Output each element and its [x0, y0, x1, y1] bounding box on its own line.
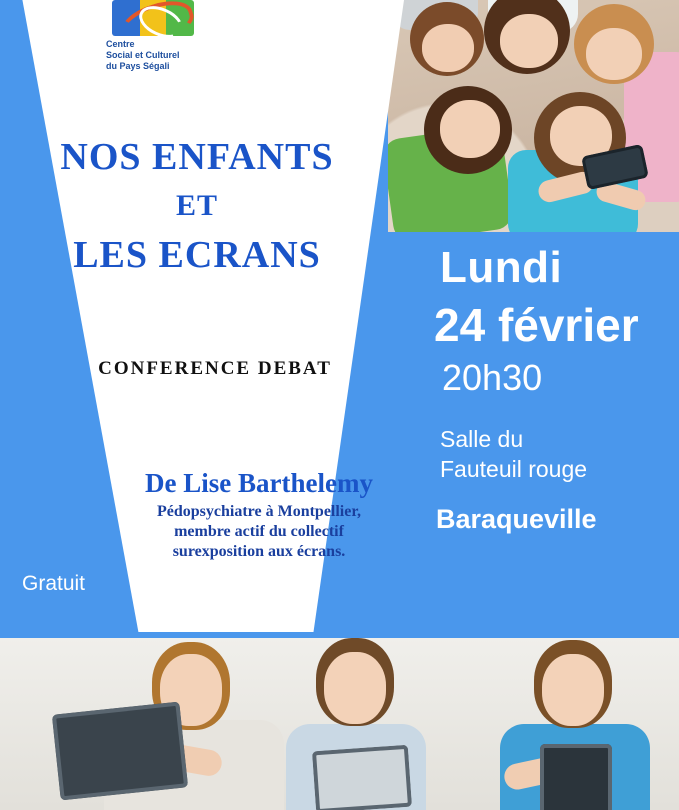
venue-line-2: Fauteuil rouge — [440, 456, 588, 482]
organization-name — [106, 39, 236, 72]
logo-line-2: Social et Culturel — [106, 50, 180, 60]
title-line-1: NOS ENFANTS — [60, 136, 334, 178]
tablet-icon-2 — [540, 744, 612, 810]
event-day: Lundi — [440, 243, 563, 292]
speaker-description-line-3: surexposition aux écrans. — [172, 543, 346, 560]
top-photo — [388, 0, 679, 232]
tablet-icon-1 — [312, 745, 412, 810]
logo-line-3: du Pays Ségali — [106, 61, 170, 71]
event-city: Baraqueville — [436, 504, 597, 534]
speaker-description — [84, 502, 434, 562]
child-head-1 — [410, 2, 484, 76]
organization-logo — [106, 0, 236, 72]
title-line-3: LES ECRANS — [73, 234, 321, 276]
venue-line-1: Salle du — [440, 426, 524, 452]
csc-logo-icon — [112, 0, 194, 36]
speaker-name: De Lise Barthelemy — [145, 468, 373, 498]
bottom-photo — [0, 632, 679, 810]
event-venue — [440, 424, 675, 484]
event-date: 24 février — [434, 299, 639, 351]
speaker-description-line-1: Pédopsychiatre à Montpellier, — [157, 503, 361, 520]
speaker-description-line-2: membre actif du collectif — [174, 523, 344, 540]
child-head-4 — [424, 86, 512, 174]
child-head-3 — [574, 4, 654, 84]
event-details — [434, 240, 675, 536]
speaker-block — [84, 466, 434, 562]
poster-subtitle: CONFERENCE DEBAT — [98, 358, 332, 379]
logo-line-1: Centre — [106, 39, 135, 49]
price-label: Gratuit — [22, 572, 86, 595]
event-time: 20h30 — [442, 357, 543, 398]
poster-title — [42, 130, 352, 282]
title-line-2: ET — [175, 189, 219, 222]
laptop-icon — [52, 702, 188, 801]
